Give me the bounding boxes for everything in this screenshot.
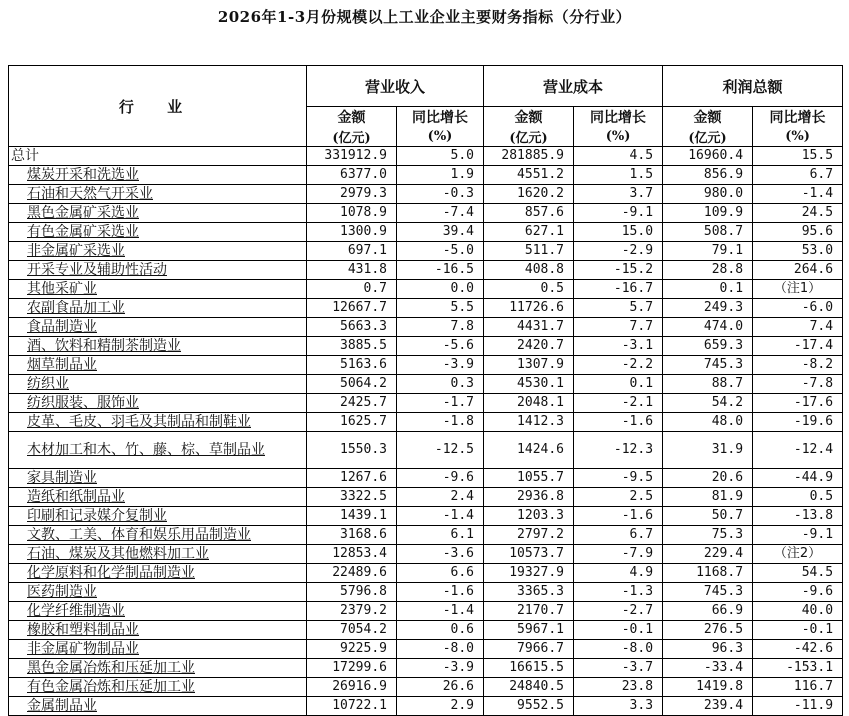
revenue-amount-unit: (亿元) (307, 127, 397, 147)
table-row (9, 545, 843, 564)
industry-name[interactable]: 非金属矿采选业 (9, 242, 307, 261)
revenue-amount-cell: 10722.1 (307, 697, 397, 716)
revenue-amount-cell: 331912.9 (307, 147, 397, 166)
industry-name[interactable]: 医药制造业 (9, 583, 307, 602)
industry-name[interactable]: 家具制造业 (9, 469, 307, 488)
table-row (9, 375, 843, 394)
profit-growth-cell: -19.6 (753, 413, 843, 432)
cost-amount-cell: 2936.8 (484, 488, 574, 507)
revenue-amount-cell: 1078.9 (307, 204, 397, 223)
profit-growth-cell: 24.5 (753, 204, 843, 223)
cost-growth-cell: -9.1 (574, 204, 663, 223)
table-row (9, 678, 843, 697)
profit-amount-cell: 0.1 (663, 280, 753, 299)
industry-name[interactable]: 文教、工美、体育和娱乐用品制造业 (9, 526, 307, 545)
profit-growth-cell: 54.5 (753, 564, 843, 583)
revenue-growth-cell: -7.4 (397, 204, 484, 223)
table-row (9, 507, 843, 526)
revenue-growth-cell: -3.6 (397, 545, 484, 564)
table-row (9, 185, 843, 204)
table-row (9, 242, 843, 261)
table-row (9, 526, 843, 545)
revenue-growth-cell: 26.6 (397, 678, 484, 697)
profit-growth-cell: -153.1 (753, 659, 843, 678)
profit-amount-cell: 239.4 (663, 697, 753, 716)
cost-growth-cell: 6.7 (574, 526, 663, 545)
profit-amount-cell: 20.6 (663, 469, 753, 488)
revenue-amount-cell: 12667.7 (307, 299, 397, 318)
cost-amount-header: 金额 (484, 107, 574, 128)
cost-growth-cell: 2.5 (574, 488, 663, 507)
industry-name: 总计 (9, 147, 307, 166)
profit-growth-cell: -7.8 (753, 375, 843, 394)
cost-amount-cell: 2048.1 (484, 394, 574, 413)
cost-growth-cell: -2.1 (574, 394, 663, 413)
profit-growth-cell: 6.7 (753, 166, 843, 185)
cost-amount-cell: 11726.6 (484, 299, 574, 318)
revenue-amount-cell: 17299.6 (307, 659, 397, 678)
profit-amount-cell: 28.8 (663, 261, 753, 280)
table-row (9, 299, 843, 318)
revenue-amount-cell: 1439.1 (307, 507, 397, 526)
industry-name[interactable]: 纺织服装、服饰业 (9, 394, 307, 413)
cost-growth-cell: -7.9 (574, 545, 663, 564)
cost-growth-cell: -8.0 (574, 640, 663, 659)
cost-amount-cell: 2420.7 (484, 337, 574, 356)
table-row (9, 564, 843, 583)
cost-growth-cell: 15.0 (574, 223, 663, 242)
cost-amount-cell: 2170.7 (484, 602, 574, 621)
revenue-amount-cell: 3322.5 (307, 488, 397, 507)
revenue-growth-cell: -3.9 (397, 356, 484, 375)
table-row (9, 280, 843, 299)
revenue-growth-cell: 6.6 (397, 564, 484, 583)
industry-name[interactable]: 有色金属矿采选业 (9, 223, 307, 242)
industry-name[interactable]: 煤炭开采和洗选业 (9, 166, 307, 185)
revenue-amount-cell: 12853.4 (307, 545, 397, 564)
profit-growth-cell: -9.6 (753, 583, 843, 602)
profit-amount-cell: 659.3 (663, 337, 753, 356)
cost-amount-cell: 0.5 (484, 280, 574, 299)
financial-indicators-table (8, 65, 843, 716)
cost-growth-cell: 5.7 (574, 299, 663, 318)
cost-amount-cell: 2797.2 (484, 526, 574, 545)
revenue-amount-cell: 2425.7 (307, 394, 397, 413)
profit-amount-cell: 66.9 (663, 602, 753, 621)
table-row (9, 204, 843, 223)
industry-name[interactable]: 黑色金属冶炼和压延加工业 (9, 659, 307, 678)
profit-amount-cell: 31.9 (663, 432, 753, 469)
profit-amount-cell: 48.0 (663, 413, 753, 432)
revenue-growth-header: 同比增长 (397, 107, 484, 128)
table-row (9, 488, 843, 507)
cost-growth-cell: -0.1 (574, 621, 663, 640)
cost-growth-cell: 3.7 (574, 185, 663, 204)
profit-amount-header: 金额 (663, 107, 753, 128)
profit-header: 利润总额 (663, 66, 843, 107)
profit-amount-cell: 109.9 (663, 204, 753, 223)
industry-name[interactable]: 石油和天然气开采业 (9, 185, 307, 204)
revenue-growth-cell: 39.4 (397, 223, 484, 242)
total-row (9, 147, 843, 166)
revenue-amount-cell: 5064.2 (307, 375, 397, 394)
cost-growth-cell: -2.2 (574, 356, 663, 375)
profit-amount-cell: 745.3 (663, 583, 753, 602)
cost-growth-cell: -1.6 (574, 413, 663, 432)
revenue-growth-cell: -0.3 (397, 185, 484, 204)
profit-growth-cell: -1.4 (753, 185, 843, 204)
profit-amount-cell: 88.7 (663, 375, 753, 394)
industry-name[interactable]: 化学纤维制造业 (9, 602, 307, 621)
profit-growth-cell: -0.1 (753, 621, 843, 640)
revenue-growth-cell: 0.6 (397, 621, 484, 640)
industry-name[interactable]: 烟草制品业 (9, 356, 307, 375)
revenue-amount-cell: 9225.9 (307, 640, 397, 659)
industry-name[interactable]: 印刷和记录媒介复制业 (9, 507, 307, 526)
cost-amount-cell: 5967.1 (484, 621, 574, 640)
profit-growth-cell: 0.5 (753, 488, 843, 507)
profit-growth-cell: -8.2 (753, 356, 843, 375)
revenue-amount-cell: 0.7 (307, 280, 397, 299)
cost-growth-header: 同比增长 (574, 107, 663, 128)
industry-header: 行 业 (9, 66, 307, 147)
revenue-amount-cell: 1267.6 (307, 469, 397, 488)
table-row (9, 394, 843, 413)
cost-amount-cell: 9552.5 (484, 697, 574, 716)
revenue-amount-cell: 2379.2 (307, 602, 397, 621)
cost-amount-cell: 16615.5 (484, 659, 574, 678)
cost-amount-cell: 511.7 (484, 242, 574, 261)
cost-growth-cell: -15.2 (574, 261, 663, 280)
industry-name[interactable]: 黑色金属矿采选业 (9, 204, 307, 223)
revenue-growth-cell: -1.7 (397, 394, 484, 413)
profit-growth-cell: -12.4 (753, 432, 843, 469)
profit-amount-cell: 1168.7 (663, 564, 753, 583)
revenue-amount-cell: 26916.9 (307, 678, 397, 697)
profit-growth-cell: -6.0 (753, 299, 843, 318)
industry-name[interactable]: 其他采矿业 (9, 280, 307, 299)
profit-growth-cell: -17.4 (753, 337, 843, 356)
revenue-growth-cell: -1.4 (397, 602, 484, 621)
table-row (9, 356, 843, 375)
table-row (9, 469, 843, 488)
profit-amount-cell: -33.4 (663, 659, 753, 678)
cost-growth-cell: -12.3 (574, 432, 663, 469)
table-row (9, 697, 843, 716)
profit-amount-cell: 276.5 (663, 621, 753, 640)
profit-growth-cell: 95.6 (753, 223, 843, 242)
profit-amount-cell: 50.7 (663, 507, 753, 526)
table-row (9, 413, 843, 432)
profit-growth-cell: -9.1 (753, 526, 843, 545)
revenue-amount-cell: 3168.6 (307, 526, 397, 545)
profit-amount-unit: (亿元) (663, 127, 753, 147)
industry-name[interactable]: 造纸和纸制品业 (9, 488, 307, 507)
industry-name[interactable]: 酒、饮料和精制茶制造业 (9, 337, 307, 356)
cost-amount-cell: 1620.2 (484, 185, 574, 204)
table-row (9, 602, 843, 621)
cost-growth-cell: 23.8 (574, 678, 663, 697)
table-row (9, 223, 843, 242)
profit-growth-cell: -17.6 (753, 394, 843, 413)
cost-amount-cell: 1055.7 (484, 469, 574, 488)
page-title: 2026年1-3月份规模以上工业企业主要财务指标（分行业） (217, 8, 632, 26)
revenue-growth-cell: -8.0 (397, 640, 484, 659)
table-row (9, 166, 843, 185)
table-body (9, 147, 843, 716)
industry-name[interactable]: 化学原料和化学制品制造业 (9, 564, 307, 583)
cost-growth-cell: -2.7 (574, 602, 663, 621)
revenue-amount-cell: 6377.0 (307, 166, 397, 185)
cost-growth-cell: 1.5 (574, 166, 663, 185)
cost-header: 营业成本 (484, 66, 663, 107)
cost-growth-cell: -3.7 (574, 659, 663, 678)
table-row (9, 583, 843, 602)
cost-amount-cell: 24840.5 (484, 678, 574, 697)
industry-name[interactable]: 食品制造业 (9, 318, 307, 337)
cost-amount-cell: 408.8 (484, 261, 574, 280)
cost-growth-cell: 4.5 (574, 147, 663, 166)
revenue-growth-cell: 0.3 (397, 375, 484, 394)
revenue-growth-cell: -5.0 (397, 242, 484, 261)
revenue-growth-cell: 7.8 (397, 318, 484, 337)
profit-growth-unit: (%) (753, 127, 843, 147)
profit-amount-cell: 16960.4 (663, 147, 753, 166)
profit-growth-cell: -11.9 (753, 697, 843, 716)
revenue-amount-cell: 22489.6 (307, 564, 397, 583)
revenue-header: 营业收入 (307, 66, 484, 107)
profit-growth-header: 同比增长 (753, 107, 843, 128)
profit-amount-cell: 79.1 (663, 242, 753, 261)
profit-growth-cell: -42.6 (753, 640, 843, 659)
cost-amount-cell: 281885.9 (484, 147, 574, 166)
cost-amount-cell: 1203.3 (484, 507, 574, 526)
cost-amount-cell: 10573.7 (484, 545, 574, 564)
revenue-growth-cell: 1.9 (397, 166, 484, 185)
profit-amount-cell: 81.9 (663, 488, 753, 507)
revenue-growth-cell: 5.5 (397, 299, 484, 318)
revenue-amount-cell: 3885.5 (307, 337, 397, 356)
revenue-amount-cell: 1300.9 (307, 223, 397, 242)
revenue-amount-cell: 697.1 (307, 242, 397, 261)
cost-amount-cell: 1424.6 (484, 432, 574, 469)
industry-name[interactable]: 木材加工和木、竹、藤、棕、草制品业 (9, 432, 307, 469)
cost-amount-cell: 7966.7 (484, 640, 574, 659)
industry-name[interactable]: 开采专业及辅助性活动 (9, 261, 307, 280)
cost-growth-cell: 3.3 (574, 697, 663, 716)
cost-amount-cell: 627.1 (484, 223, 574, 242)
profit-amount-cell: 856.9 (663, 166, 753, 185)
table-row (9, 318, 843, 337)
profit-amount-cell: 249.3 (663, 299, 753, 318)
revenue-amount-cell: 5796.8 (307, 583, 397, 602)
cost-amount-unit: (亿元) (484, 127, 574, 147)
revenue-amount-cell: 2979.3 (307, 185, 397, 204)
profit-amount-cell: 75.3 (663, 526, 753, 545)
industry-name[interactable]: 石油、煤炭及其他燃料加工业 (9, 545, 307, 564)
cost-growth-cell: -1.3 (574, 583, 663, 602)
profit-amount-cell: 745.3 (663, 356, 753, 375)
table-row (9, 659, 843, 678)
revenue-growth-cell: -1.4 (397, 507, 484, 526)
profit-growth-cell: 264.6 (753, 261, 843, 280)
cost-growth-cell: -1.6 (574, 507, 663, 526)
revenue-growth-cell: -12.5 (397, 432, 484, 469)
table-row (9, 621, 843, 640)
cost-growth-cell: -9.5 (574, 469, 663, 488)
cost-growth-cell: 7.7 (574, 318, 663, 337)
profit-growth-cell: 7.4 (753, 318, 843, 337)
profit-amount-cell: 508.7 (663, 223, 753, 242)
profit-amount-cell: 229.4 (663, 545, 753, 564)
cost-growth-unit: (%) (574, 127, 663, 147)
revenue-growth-cell: 6.1 (397, 526, 484, 545)
profit-amount-cell: 980.0 (663, 185, 753, 204)
profit-growth-cell: （注2） (753, 545, 843, 564)
revenue-growth-cell: -5.6 (397, 337, 484, 356)
profit-growth-cell: 116.7 (753, 678, 843, 697)
revenue-growth-cell: -9.6 (397, 469, 484, 488)
cost-amount-cell: 1412.3 (484, 413, 574, 432)
industry-name[interactable]: 纺织业 (9, 375, 307, 394)
cost-amount-cell: 3365.3 (484, 583, 574, 602)
industry-name[interactable]: 橡胶和塑料制品业 (9, 621, 307, 640)
cost-amount-cell: 19327.9 (484, 564, 574, 583)
revenue-growth-cell: -1.8 (397, 413, 484, 432)
profit-growth-cell: 53.0 (753, 242, 843, 261)
table-row (9, 261, 843, 280)
revenue-growth-cell: 2.4 (397, 488, 484, 507)
industry-name[interactable]: 农副食品加工业 (9, 299, 307, 318)
profit-growth-cell: 15.5 (753, 147, 843, 166)
revenue-growth-cell: -16.5 (397, 261, 484, 280)
revenue-growth-cell: -3.9 (397, 659, 484, 678)
profit-amount-cell: 1419.8 (663, 678, 753, 697)
table-row (9, 432, 843, 469)
industry-name[interactable]: 皮革、毛皮、羽毛及其制品和制鞋业 (9, 413, 307, 432)
cost-growth-cell: -2.9 (574, 242, 663, 261)
revenue-amount-cell: 7054.2 (307, 621, 397, 640)
cost-amount-cell: 1307.9 (484, 356, 574, 375)
profit-growth-cell: -13.8 (753, 507, 843, 526)
revenue-amount-cell: 1625.7 (307, 413, 397, 432)
cost-amount-cell: 857.6 (484, 204, 574, 223)
revenue-growth-unit: (%) (397, 127, 484, 147)
cost-growth-cell: -3.1 (574, 337, 663, 356)
profit-growth-cell: （注1） (753, 280, 843, 299)
cost-amount-cell: 4431.7 (484, 318, 574, 337)
profit-amount-cell: 54.2 (663, 394, 753, 413)
revenue-amount-cell: 431.8 (307, 261, 397, 280)
industry-name[interactable]: 有色金属冶炼和压延加工业 (9, 678, 307, 697)
industry-name[interactable]: 金属制品业 (9, 697, 307, 716)
revenue-amount-cell: 5663.3 (307, 318, 397, 337)
profit-growth-cell: -44.9 (753, 469, 843, 488)
revenue-growth-cell: 0.0 (397, 280, 484, 299)
table-row (9, 640, 843, 659)
profit-growth-cell: 40.0 (753, 602, 843, 621)
profit-amount-cell: 96.3 (663, 640, 753, 659)
revenue-amount-cell: 5163.6 (307, 356, 397, 375)
cost-growth-cell: -16.7 (574, 280, 663, 299)
cost-growth-cell: 4.9 (574, 564, 663, 583)
table-row (9, 337, 843, 356)
revenue-amount-header: 金额 (307, 107, 397, 128)
revenue-growth-cell: 2.9 (397, 697, 484, 716)
revenue-amount-cell: 1550.3 (307, 432, 397, 469)
revenue-growth-cell: -1.6 (397, 583, 484, 602)
revenue-growth-cell: 5.0 (397, 147, 484, 166)
cost-amount-cell: 4530.1 (484, 375, 574, 394)
cost-amount-cell: 4551.2 (484, 166, 574, 185)
cost-growth-cell: 0.1 (574, 375, 663, 394)
profit-amount-cell: 474.0 (663, 318, 753, 337)
industry-name[interactable]: 非金属矿物制品业 (9, 640, 307, 659)
